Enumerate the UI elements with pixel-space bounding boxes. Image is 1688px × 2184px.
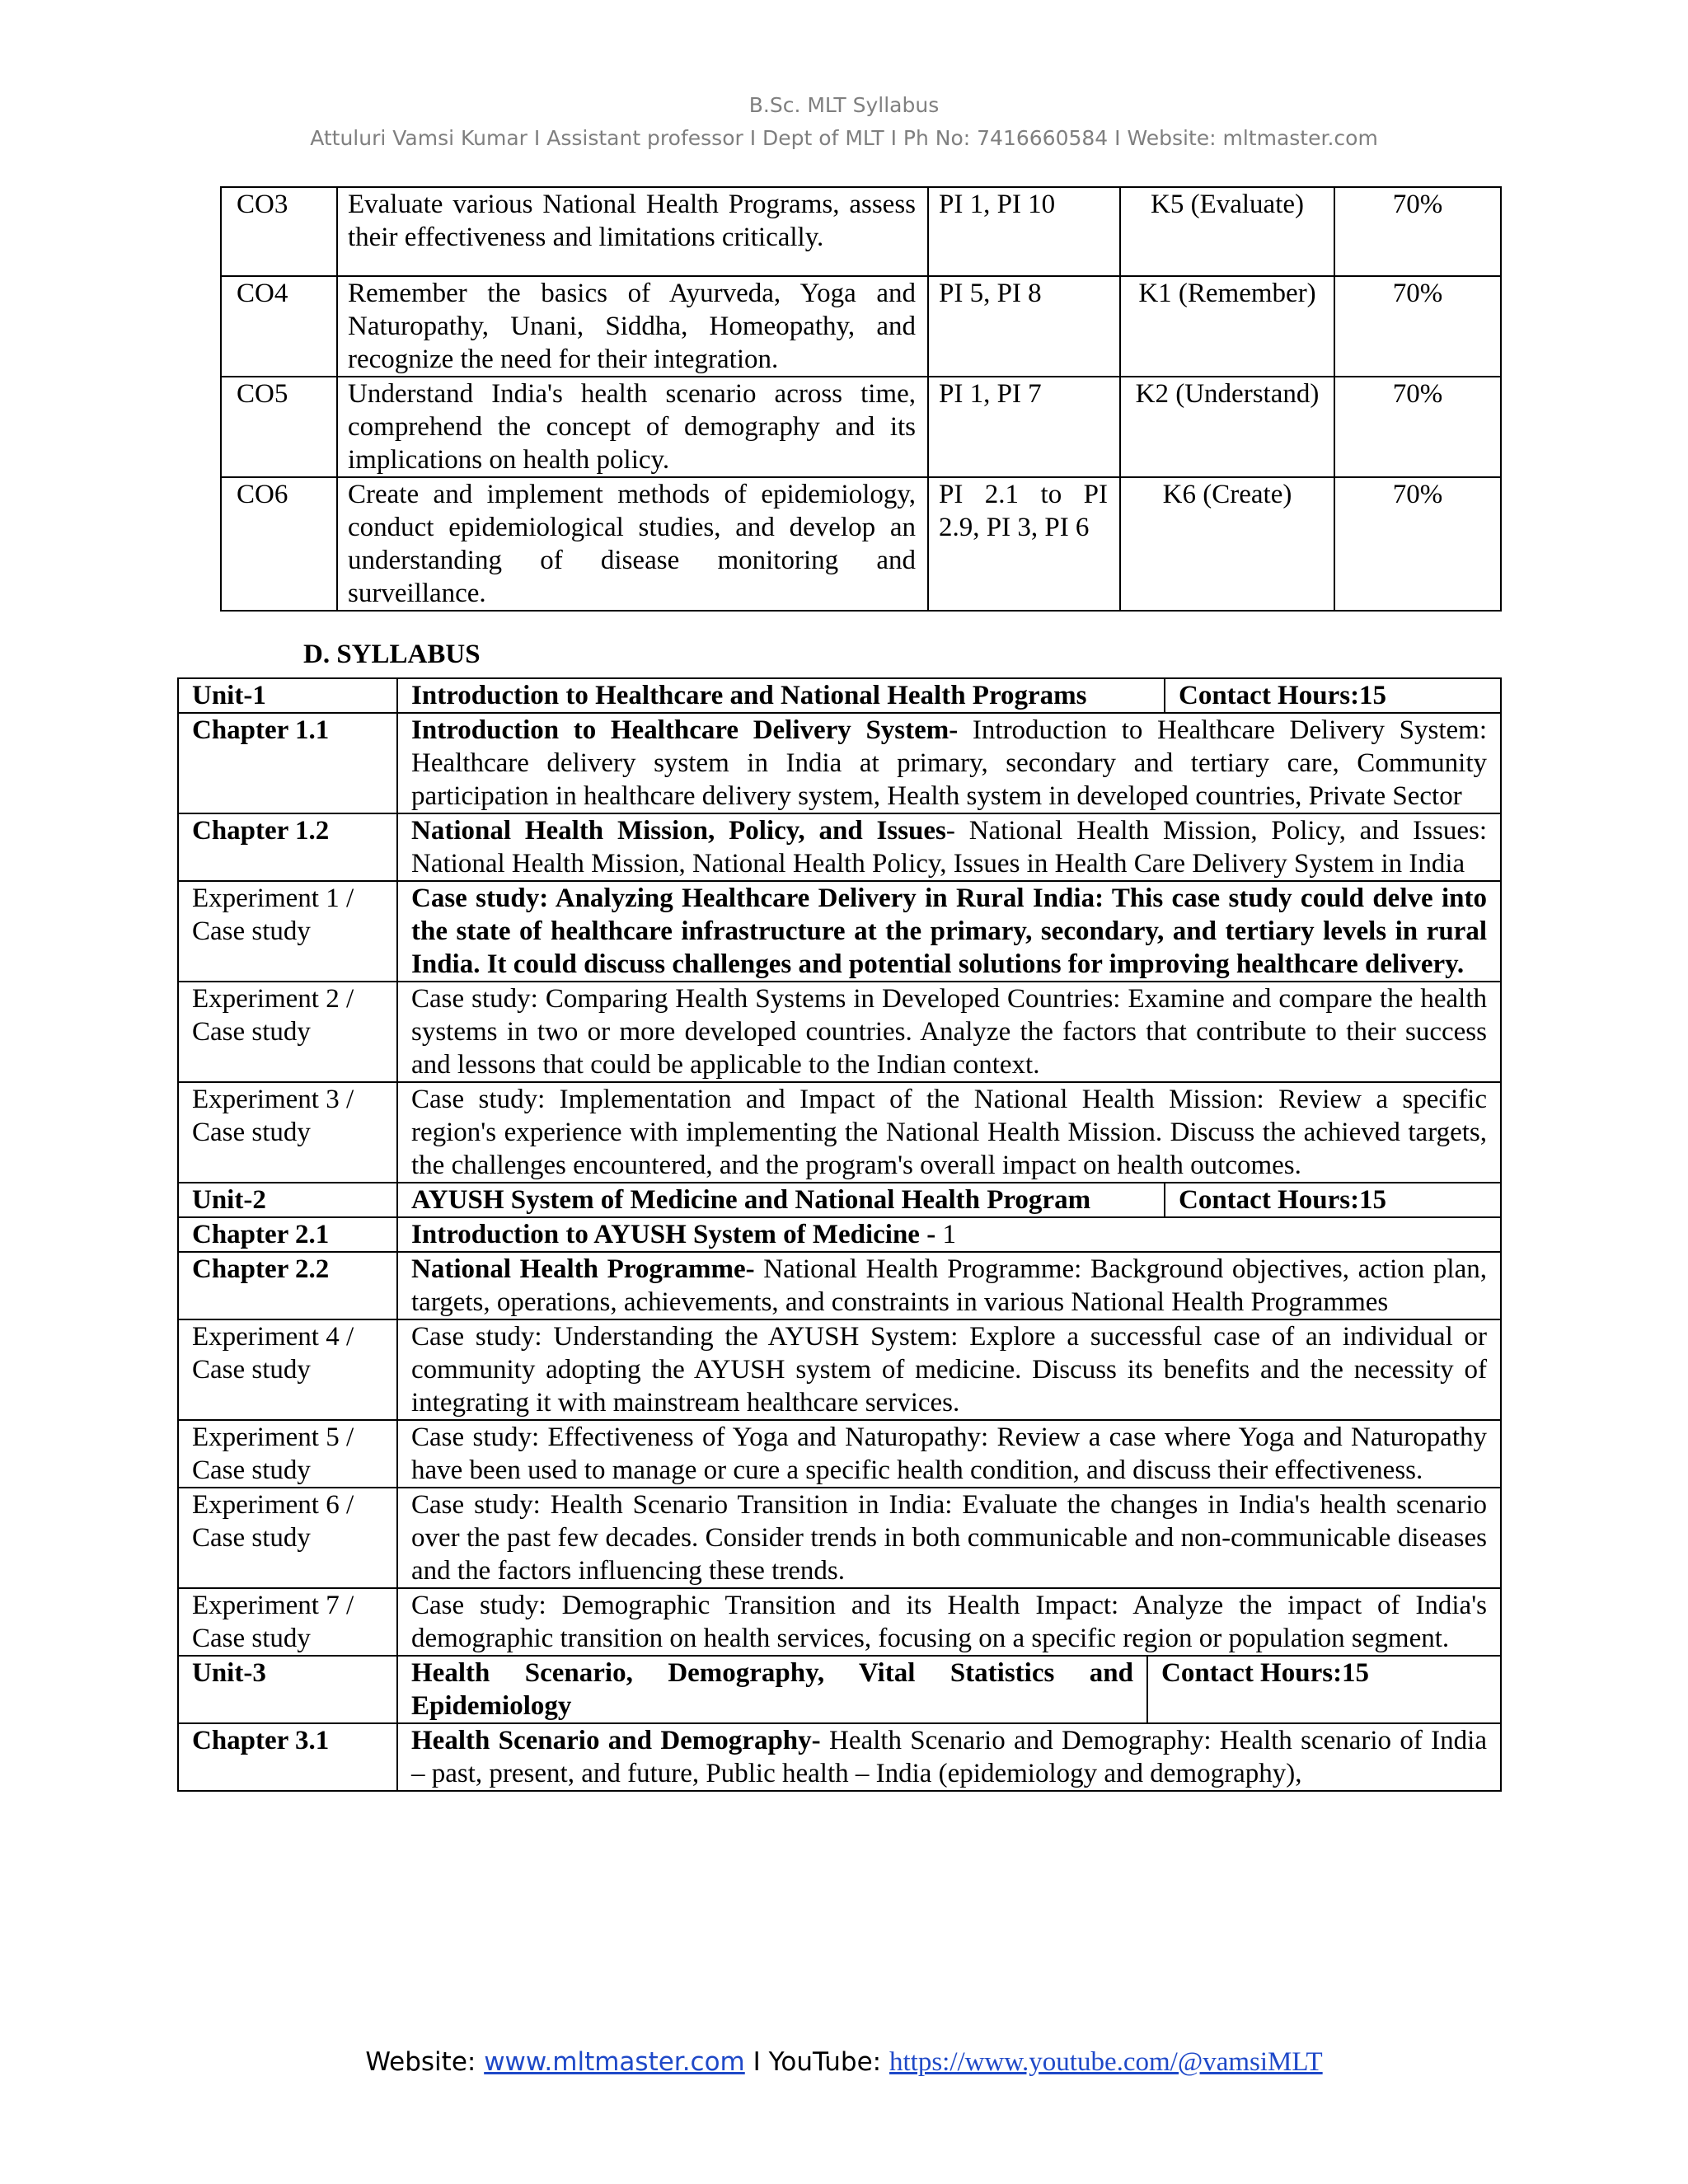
- chapter-label: Chapter 1.1: [178, 713, 397, 813]
- chapter-content: [397, 1217, 1501, 1252]
- experiment-row: [178, 1588, 1501, 1656]
- co-pi: PI 2.1 to PI 2.9, PI 3, PI 6: [928, 477, 1120, 611]
- co-id: CO3: [221, 187, 337, 276]
- table-row: [221, 187, 1501, 276]
- chapter-row: [178, 1723, 1501, 1791]
- co-description: Create and implement methods of epidemiology, conduct epidemiological studies, and develop an understanding of disease monitoring and surveillance.: [337, 477, 928, 611]
- table-row: [221, 477, 1501, 611]
- co-percentage: 70%: [1334, 276, 1501, 377]
- experiment-description: Case study: Effectiveness of Yoga and Naturopathy: Review a case where Yoga and Naturopathy have been used to manage or cure a specific health condition, and discuss their effectiveness.: [397, 1420, 1501, 1488]
- co-knowledge-level: K2 (Understand): [1120, 377, 1334, 477]
- chapter-description: National Health Programme: Background objectives, action plan, targets, operations, achievements, and constraints in various National Health Programmes: [411, 1254, 1487, 1317]
- header-author-line: Attuluri Vamsi Kumar I Assistant professor I Dept of MLT I Ph No: 7416660584 I Website: mltmaster.com: [310, 126, 1378, 150]
- unit-label: Unit-2: [178, 1183, 397, 1217]
- chapter-description: Health Scenario and Demography: Health scenario of India – past, present, and future, Public health – India (epidemiology and demography),: [411, 1726, 1487, 1788]
- experiment-label: Experiment 4 / Case study: [178, 1319, 397, 1420]
- chapter-title: National Health Mission, Policy, and Issues: [411, 816, 946, 846]
- chapter-title: Health Scenario and Demography-: [411, 1726, 821, 1755]
- co-pi: PI 1, PI 10: [928, 187, 1120, 276]
- co-knowledge-level: K5 (Evaluate): [1120, 187, 1334, 276]
- unit-title: Introduction to Healthcare and National Health Programs: [411, 681, 1087, 710]
- footer: [0, 2047, 1688, 2078]
- unit-label: Unit-3: [178, 1656, 397, 1723]
- experiment-label: Experiment 1 / Case study: [178, 881, 397, 982]
- chapter-description: 1: [935, 1220, 956, 1249]
- chapter-content: [397, 813, 1501, 881]
- experiment-label: Experiment 5 / Case study: [178, 1420, 397, 1488]
- experiment-row: [178, 1319, 1501, 1420]
- co-description: Understand India's health scenario across time, comprehend the concept of demography and its implications on health policy.: [337, 377, 928, 477]
- website-link[interactable]: www.mltmaster.com: [484, 2047, 745, 2077]
- header-title: B.Sc. MLT Syllabus: [748, 93, 940, 117]
- experiment-label: Experiment 6 / Case study: [178, 1488, 397, 1588]
- chapter-row: [178, 1217, 1501, 1252]
- unit-title: AYUSH System of Medicine and National Health Program: [411, 1185, 1091, 1215]
- section-title: D. SYLLABUS: [303, 640, 481, 669]
- chapter-row: [178, 813, 1501, 881]
- co-id: CO5: [221, 377, 337, 477]
- co-knowledge-level: K1 (Remember): [1120, 276, 1334, 377]
- unit-title: Health Scenario, Demography, Vital Statistics and Epidemiology: [411, 1658, 1133, 1721]
- course-outcomes-table: [220, 186, 1502, 612]
- contact-hours: Contact Hours:15: [1165, 679, 1500, 712]
- co-id: CO4: [221, 276, 337, 377]
- experiment-row: [178, 881, 1501, 982]
- contact-hours: Contact Hours:15: [1165, 1183, 1500, 1216]
- footer-website-prefix: Website:: [365, 2047, 485, 2077]
- co-percentage: 70%: [1334, 377, 1501, 477]
- experiment-description: Case study: Analyzing Healthcare Delivery in Rural India: This case study could delve into the state of healthcare infrastructure at the primary, secondary, and tertiary levels in rural India. It could discuss challenges and potential solutions for improving healthcare delivery.: [397, 881, 1501, 982]
- co-knowledge-level: K6 (Create): [1120, 477, 1334, 611]
- syllabus-table: [177, 677, 1502, 1792]
- experiment-row: [178, 1082, 1501, 1183]
- unit-row: [178, 678, 1501, 713]
- chapter-row: [178, 713, 1501, 813]
- table-row: [221, 276, 1501, 377]
- chapter-description: - National Health Mission, Policy, and Issues: National Health Mission, National Health Policy, Issues in Health Care Delivery System in India: [411, 816, 1487, 879]
- chapter-label: Chapter 2.2: [178, 1252, 397, 1319]
- chapter-label: Chapter 3.1: [178, 1723, 397, 1791]
- unit-row: [178, 1183, 1501, 1217]
- experiment-row: [178, 1488, 1501, 1588]
- co-percentage: 70%: [1334, 187, 1501, 276]
- experiment-row: [178, 982, 1501, 1082]
- experiment-description: Case study: Understanding the AYUSH System: Explore a successful case of an individual or community adopting the AYUSH system of medicine. Discuss its benefits and the necessity of integrating it with mainstream healthcare services.: [397, 1319, 1501, 1420]
- chapter-content: [397, 1252, 1501, 1319]
- youtube-link[interactable]: https://www.youtube.com/@vamsiMLT: [889, 2047, 1323, 2077]
- co-description: Remember the basics of Ayurveda, Yoga and Naturopathy, Unani, Siddha, Homeopathy, and recognize the need for their integration.: [337, 276, 928, 377]
- chapter-label: Chapter 1.2: [178, 813, 397, 881]
- chapter-row: [178, 1252, 1501, 1319]
- experiment-description: Case study: Implementation and Impact of the National Health Mission: Review a specific region's experience with implementing the National Health Mission. Discuss the achieved targets, the challenges encountered, and the program's overall impact on health outcomes.: [397, 1082, 1501, 1183]
- unit-row: [178, 1656, 1501, 1723]
- table-row: [221, 377, 1501, 477]
- co-pi: PI 5, PI 8: [928, 276, 1120, 377]
- chapter-content: [397, 713, 1501, 813]
- experiment-row: [178, 1420, 1501, 1488]
- footer-youtube-prefix: I YouTube:: [744, 2047, 889, 2077]
- chapter-label: Chapter 2.1: [178, 1217, 397, 1252]
- chapter-description: Introduction to Healthcare Delivery System: Healthcare delivery system in India at primary, secondary and tertiary care, Community participation in healthcare delivery system, Health system in developed countries, Private Sector: [411, 715, 1487, 811]
- chapter-content: [397, 1723, 1501, 1791]
- contact-hours: Contact Hours:15: [1147, 1657, 1500, 1722]
- experiment-description: Case study: Demographic Transition and its Health Impact: Analyze the impact of India's demographic transition on health services, focusing on a specific region or population segment.: [397, 1588, 1501, 1656]
- experiment-label: Experiment 2 / Case study: [178, 982, 397, 1082]
- co-percentage: 70%: [1334, 477, 1501, 611]
- chapter-title: Introduction to AYUSH System of Medicine -: [411, 1220, 936, 1249]
- chapter-title: National Health Programme-: [411, 1254, 755, 1284]
- experiment-label: Experiment 7 / Case study: [178, 1588, 397, 1656]
- chapter-title: Introduction to Healthcare Delivery System-: [411, 715, 959, 745]
- experiment-description: Case study: Comparing Health Systems in Developed Countries: Examine and compare the health systems in two or more developed countries. Analyze the factors that contribute to their success and lessons that could be applicable to the Indian context.: [397, 982, 1501, 1082]
- experiment-label: Experiment 3 / Case study: [178, 1082, 397, 1183]
- experiment-description: Case study: Health Scenario Transition in India: Evaluate the changes in India's health scenario over the past few decades. Consider trends in both communicable and non-communicable diseases and the factors influencing these trends.: [397, 1488, 1501, 1588]
- co-description: Evaluate various National Health Programs, assess their effectiveness and limitations critically.: [337, 187, 928, 276]
- co-id: CO6: [221, 477, 337, 611]
- co-pi: PI 1, PI 7: [928, 377, 1120, 477]
- unit-label: Unit-1: [178, 678, 397, 713]
